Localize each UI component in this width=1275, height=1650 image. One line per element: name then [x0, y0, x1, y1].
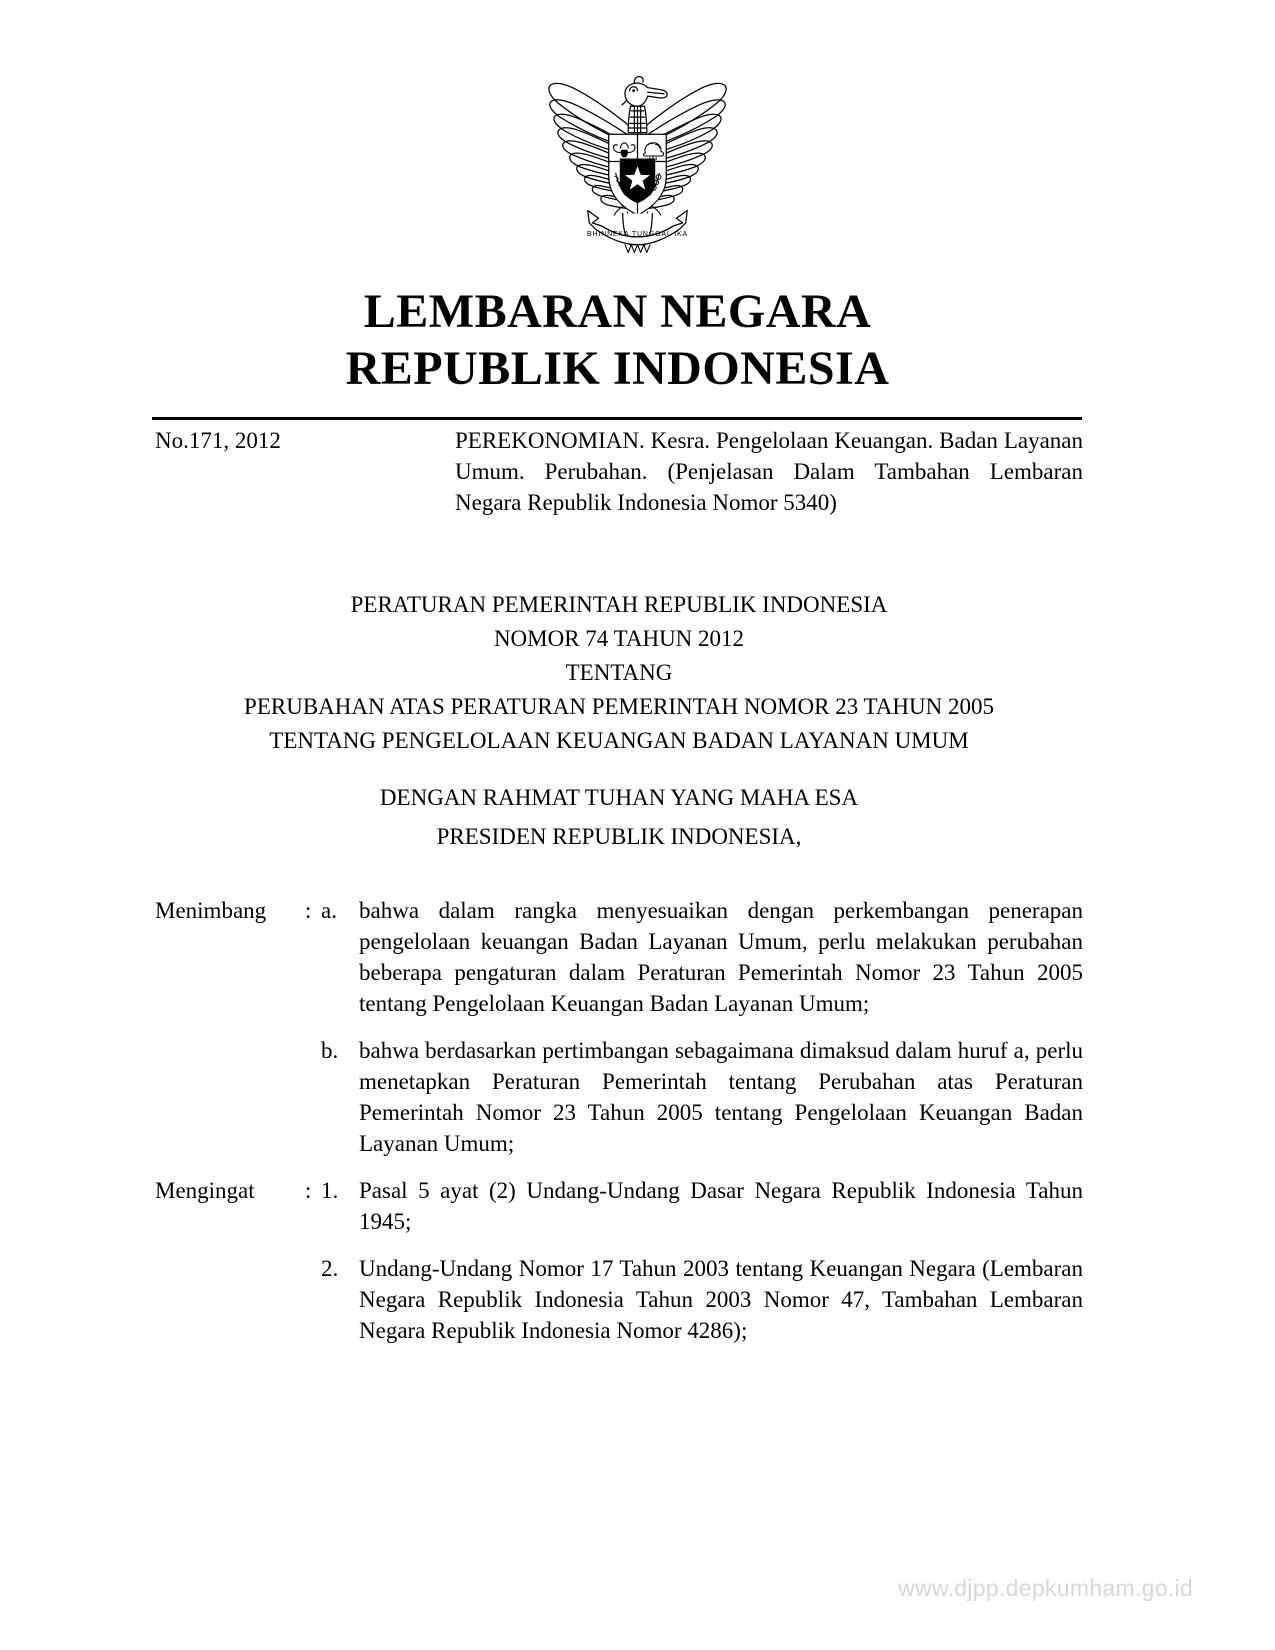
clause-row	[155, 895, 1083, 1019]
invocation-president: PRESIDEN REPUBLIK INDONESIA,	[436, 824, 802, 849]
source-watermark: www.djpp.depkumham.go.id	[898, 1575, 1193, 1601]
menimbang-label: Menimbang	[155, 898, 267, 923]
invocation-blessing: DENGAN RAHMAT TUHAN YANG MAHA ESA	[379, 785, 859, 810]
title-line-authority: PERATURAN PEMERINTAH REPUBLIK INDONESIA	[350, 592, 888, 617]
masthead-divider	[152, 417, 1082, 420]
header-meta-row	[155, 425, 1083, 518]
clause-text: Pasal 5 ayat (2) Undang-Undang Dasar Negara Republik Indonesia Tahun 1945;	[359, 1178, 1083, 1234]
regulation-title-block	[155, 588, 1083, 758]
clause-marker: 1.	[321, 1178, 339, 1203]
clause-text: bahwa dalam rangka menyesuaikan dengan perkembangan penerapan pengelolaan keuangan Badan Layanan Umum, perlu melakukan perubahan beberapa pengaturan dalam Peraturan Pemerintah Nomor 23 Tahun 2005 tentang Pengelolaan Keuangan Badan Layanan Umum;	[359, 898, 1083, 1016]
clauses-section	[155, 895, 1083, 1362]
mengingat-label: Mengingat	[155, 1178, 255, 1203]
masthead	[155, 283, 1080, 397]
masthead-line-2: REPUBLIK INDONESIA	[345, 342, 890, 395]
gazette-number: No.171, 2012	[155, 428, 281, 453]
menimbang-colon: :	[305, 898, 312, 923]
emblem-container	[0, 58, 1275, 268]
masthead-line-1: LEMBARAN NEGARA	[363, 285, 872, 338]
clause-marker: a.	[321, 898, 337, 923]
clause-row	[155, 1253, 1083, 1346]
invocation-block	[155, 778, 1083, 856]
title-line-number: NOMOR 74 TAHUN 2012	[493, 626, 745, 651]
emblem-motto: BHINNEKA TUNGGAL IKA	[586, 231, 689, 239]
mengingat-group	[155, 1175, 1083, 1346]
title-line-subject-1: PERUBAHAN ATAS PERATURAN PEMERINTAH NOMOR 23 TAHUN 2005	[244, 694, 994, 719]
clause-marker: b.	[321, 1038, 339, 1063]
gazette-subject: PEREKONOMIAN. Kesra. Pengelolaan Keuangan. Badan Layanan Umum. Perubahan. (Penjelasan Dalam Tambahan Lembaran Negara Republik Indonesia Nomor 5340)	[455, 428, 1083, 515]
clause-text: bahwa berdasarkan pertimbangan sebagaimana dimaksud dalam huruf a, perlu menetapkan Peraturan Pemerintah tentang Perubahan atas Peraturan Pemerintah Nomor 23 Tahun 2005 tentang Pengelolaan Keuangan Badan Layanan Umum;	[359, 1038, 1083, 1156]
clause-marker: 2.	[321, 1256, 339, 1281]
clause-text: Undang-Undang Nomor 17 Tahun 2003 tentang Keuangan Negara (Lembaran Negara Republik Indonesia Tahun 2003 Nomor 47, Tambahan Lembaran Negara Republik Indonesia Nomor 4286);	[359, 1256, 1083, 1343]
title-line-subject-2: TENTANG PENGELOLAAN KEUANGAN BADAN LAYANAN UMUM	[269, 728, 969, 753]
mengingat-colon: :	[305, 1178, 312, 1203]
garuda-pancasila-emblem	[520, 58, 755, 268]
title-line-about: TENTANG	[565, 660, 673, 685]
clause-row	[155, 1175, 1083, 1237]
menimbang-group	[155, 895, 1083, 1159]
clause-row	[155, 1035, 1083, 1159]
